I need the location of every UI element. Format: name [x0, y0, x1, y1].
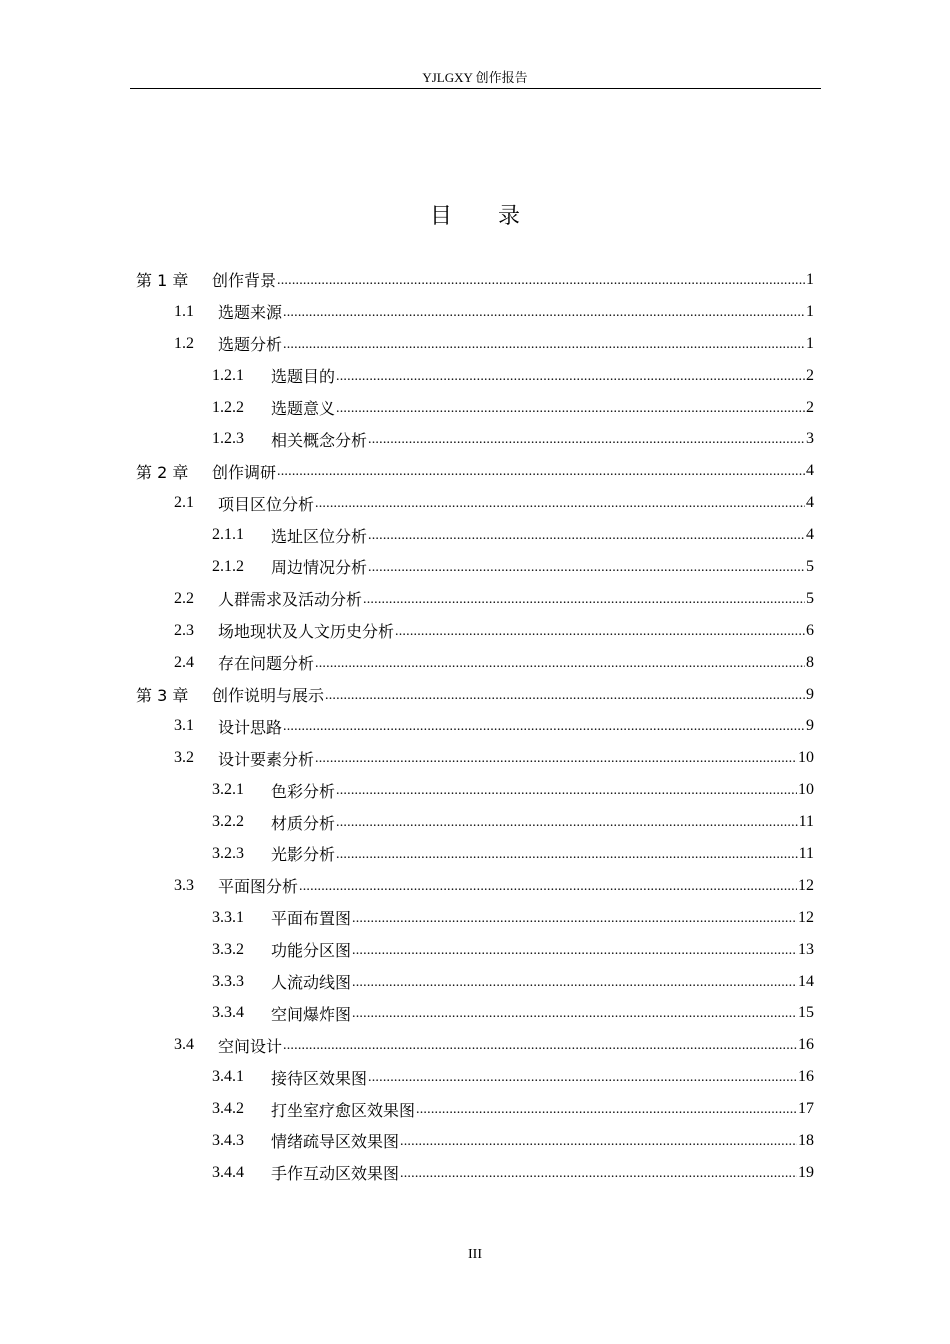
toc-entry-title: 人流动线图 [271, 975, 352, 993]
toc-entry[interactable] [136, 647, 814, 679]
toc-entry-page: 3 [806, 430, 814, 448]
toc-entry-page: 9 [806, 717, 814, 735]
toc-entry-number: 1.2.2 [212, 398, 244, 416]
toc-entry-page: 18 [798, 1131, 814, 1149]
toc-entry-page: 11 [798, 813, 814, 831]
toc-dot-leader [336, 783, 797, 799]
toc-entry-title: 周边情况分析 [271, 560, 368, 578]
toc-entry-number: 3.4.1 [212, 1068, 244, 1086]
toc-entry-page: 4 [806, 462, 814, 480]
toc-entry-number: 2.2 [174, 589, 194, 607]
toc-dot-leader [315, 656, 805, 672]
toc-entry[interactable] [136, 838, 814, 870]
toc-entry-page: 10 [798, 781, 814, 799]
page-number: III [468, 1247, 482, 1262]
toc-entry-number: 1.1 [174, 302, 194, 320]
toc-entry[interactable] [136, 902, 814, 934]
toc-entry[interactable] [136, 710, 814, 742]
toc-entry-page: 17 [798, 1100, 814, 1118]
running-header: YJLGXY 创作报告 [422, 70, 528, 85]
toc-dot-leader [368, 560, 805, 576]
toc-entry-title: 相关概念分析 [271, 432, 368, 450]
header-rule [130, 88, 821, 89]
toc-entry-page: 5 [806, 589, 814, 607]
toc-entry[interactable] [136, 934, 814, 966]
toc-dot-leader [277, 464, 805, 480]
toc-entry[interactable] [136, 264, 814, 296]
toc-entry-page: 8 [806, 653, 814, 671]
toc-entry-page: 11 [798, 844, 814, 862]
toc-entry[interactable] [136, 519, 814, 551]
toc-dot-leader [352, 975, 797, 991]
toc-entry-page: 16 [798, 1068, 814, 1086]
toc-entry-title: 平面布置图 [271, 911, 352, 929]
toc-entry[interactable] [136, 966, 814, 998]
toc-entry-page: 12 [798, 876, 814, 894]
toc-dot-leader [368, 432, 805, 448]
toc-entry-title: 材质分析 [271, 815, 336, 833]
toc-entry-number: 3.3 [174, 876, 194, 894]
toc-entry-number: 1.2.3 [212, 430, 244, 448]
toc-entry-title: 色彩分析 [271, 783, 336, 801]
toc-entry-title: 打坐室疗愈区效果图 [271, 1102, 416, 1120]
toc-entry-title: 选题目的 [271, 369, 336, 387]
toc-entry-number: 2.1.1 [212, 526, 244, 544]
toc-entry-page: 1 [806, 270, 814, 288]
toc-entry-number: 2.3 [174, 621, 194, 639]
toc-entry-page: 2 [806, 398, 814, 416]
toc-dot-leader [336, 815, 798, 831]
toc-entry-page: 19 [798, 1163, 814, 1181]
toc-entry-title: 项目区位分析 [218, 496, 315, 514]
toc-entry[interactable] [136, 997, 814, 1029]
toc-dot-leader [368, 1070, 797, 1086]
toc-entry[interactable] [136, 806, 814, 838]
toc-dot-leader [299, 879, 797, 895]
toc-entry[interactable] [136, 296, 814, 328]
toc-entry-title: 创作调研 [212, 462, 277, 482]
toc-entry-number: 第 1 章 [136, 271, 189, 291]
toc-entry[interactable] [136, 774, 814, 806]
toc-dot-leader [315, 496, 805, 512]
toc-entry-number: 3.2.2 [212, 813, 244, 831]
toc-entry-title: 选题来源 [218, 305, 283, 323]
toc-entry-title: 接待区效果图 [271, 1070, 368, 1088]
toc-dot-leader [352, 943, 797, 959]
toc-entry-page: 10 [798, 749, 814, 767]
toc-entry[interactable] [136, 360, 814, 392]
toc-entry-number: 1.2 [174, 334, 194, 352]
toc-entry[interactable] [136, 455, 814, 487]
toc-entry-title: 选题意义 [271, 401, 336, 418]
toc-entry-page: 1 [806, 302, 814, 320]
toc-dot-leader [283, 337, 805, 353]
toc-entry-number: 3.3.3 [212, 972, 244, 990]
toc-entry-page: 2 [806, 366, 814, 384]
toc-entry-title: 空间设计 [218, 1038, 283, 1056]
toc-entry-number: 2.4 [174, 653, 194, 671]
toc-dot-leader [336, 847, 798, 863]
toc-entry-number: 3.2 [174, 749, 194, 767]
toc-dot-leader [283, 1038, 797, 1054]
toc-entry-page: 6 [806, 621, 814, 639]
toc-entry[interactable] [136, 742, 814, 774]
toc-entry-page: 1 [806, 334, 814, 352]
toc-entry[interactable] [136, 328, 814, 360]
toc-entry[interactable] [136, 870, 814, 902]
toc-entry[interactable] [136, 1157, 814, 1189]
table-of-contents [136, 264, 814, 1189]
toc-entry-page: 15 [798, 1004, 814, 1022]
toc-entry-number: 1.2.1 [212, 366, 244, 384]
toc-dot-leader [400, 1134, 797, 1150]
toc-dot-leader [352, 911, 797, 927]
toc-entry-title: 选址区位分析 [271, 528, 368, 546]
toc-entry-title: 人群需求及活动分析 [218, 592, 363, 610]
toc-title [0, 202, 950, 232]
toc-entry-title: 手作互动区效果图 [271, 1166, 400, 1184]
toc-entry-number: 第 3 章 [136, 686, 189, 706]
toc-title-left: 目 [429, 204, 452, 229]
toc-dot-leader [368, 528, 805, 544]
toc-entry[interactable] [136, 583, 814, 615]
toc-entry-number: 3.4.4 [212, 1163, 244, 1181]
toc-title-right: 录 [498, 204, 521, 229]
toc-entry-page: 4 [806, 494, 814, 512]
toc-entry[interactable] [136, 1061, 814, 1093]
toc-entry[interactable] [136, 1029, 814, 1061]
toc-entry-number: 3.4 [174, 1036, 194, 1054]
toc-entry-title: 空间爆炸图 [271, 1006, 352, 1024]
toc-entry-title: 存在问题分析 [218, 656, 315, 674]
toc-entry-number: 3.3.1 [212, 908, 244, 926]
toc-entry-number: 3.2.3 [212, 844, 244, 862]
toc-dot-leader [325, 688, 805, 704]
toc-entry-page: 5 [806, 557, 814, 575]
toc-entry-page: 12 [798, 908, 814, 926]
toc-entry-title: 创作背景 [212, 271, 277, 291]
toc-entry-title: 设计要素分析 [218, 751, 315, 769]
toc-entry-number: 3.4.2 [212, 1100, 244, 1118]
toc-entry[interactable] [136, 423, 814, 455]
toc-entry[interactable] [136, 1125, 814, 1157]
toc-entry-title: 情绪疏导区效果图 [271, 1134, 400, 1152]
toc-entry-number: 3.3.4 [212, 1004, 244, 1022]
toc-entry-number: 2.1.2 [212, 557, 244, 575]
toc-entry-page: 16 [798, 1036, 814, 1054]
toc-entry-title: 场地现状及人文历史分析 [218, 624, 395, 642]
toc-entry-title: 创作说明与展示 [212, 686, 325, 706]
toc-entry[interactable] [136, 679, 814, 711]
toc-entry[interactable] [136, 615, 814, 647]
toc-entry[interactable] [136, 551, 814, 583]
toc-entry-title: 设计思路 [218, 719, 283, 737]
toc-dot-leader [363, 592, 805, 608]
toc-dot-leader [315, 751, 797, 767]
toc-entry[interactable] [136, 392, 814, 424]
toc-entry-page: 13 [798, 940, 814, 958]
toc-entry-number: 3.4.3 [212, 1131, 244, 1149]
toc-dot-leader [277, 273, 805, 289]
toc-entry-title: 功能分区图 [271, 943, 352, 961]
toc-dot-leader [283, 305, 805, 321]
toc-entry-title: 光影分析 [271, 847, 336, 865]
toc-dot-leader [283, 719, 805, 735]
toc-entry-number: 3.3.2 [212, 940, 244, 958]
toc-entry-page: 14 [798, 972, 814, 990]
toc-entry-page: 4 [806, 526, 814, 544]
toc-entry-number: 第 2 章 [136, 462, 189, 482]
toc-dot-leader [352, 1006, 797, 1022]
toc-entry-number: 2.1 [174, 494, 194, 512]
toc-entry-title: 平面图分析 [218, 879, 299, 897]
toc-entry[interactable] [136, 1093, 814, 1125]
toc-entry-number: 3.1 [174, 717, 194, 735]
toc-entry[interactable] [136, 487, 814, 519]
toc-entry-page: 9 [806, 685, 814, 703]
toc-entry-number: 3.2.1 [212, 781, 244, 799]
toc-entry-title: 选题分析 [218, 337, 283, 355]
toc-dot-leader [400, 1166, 797, 1182]
toc-dot-leader [336, 369, 805, 385]
toc-dot-leader [395, 624, 805, 640]
toc-dot-leader [416, 1102, 797, 1118]
toc-dot-leader [336, 401, 805, 417]
